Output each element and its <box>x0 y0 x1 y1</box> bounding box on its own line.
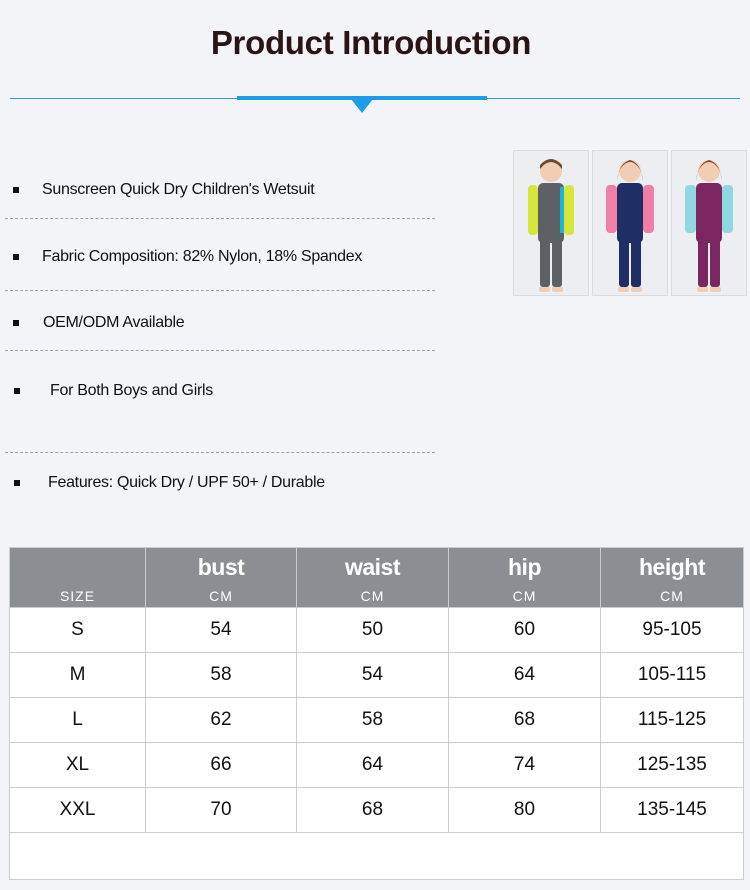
girl-wetsuit-illustration <box>672 151 746 295</box>
header-height <box>601 548 744 608</box>
down-arrow-icon <box>351 99 373 113</box>
column-name: waist <box>344 554 401 580</box>
size-cell: XL <box>10 743 146 788</box>
table-cell: 54 <box>146 608 297 653</box>
table-cell: 58 <box>146 653 297 698</box>
table-cell: 115-125 <box>601 698 744 743</box>
feature-text: Sunscreen Quick Dry Children's Wetsuit <box>42 181 315 198</box>
header-size-label: SIZE <box>59 588 96 604</box>
table-cell: 60 <box>449 608 601 653</box>
column-name: hip <box>508 554 541 580</box>
bullet-icon <box>13 320 19 326</box>
boy-wetsuit-illustration <box>514 151 588 295</box>
table-cell: 135-145 <box>601 788 744 833</box>
table-cell: 68 <box>297 788 449 833</box>
bullet-icon <box>13 254 19 260</box>
size-cell: M <box>10 653 146 698</box>
table-row <box>10 698 744 743</box>
bullet-icon <box>13 187 19 193</box>
divider <box>5 350 435 351</box>
product-photo <box>671 150 747 296</box>
table-row <box>10 788 744 833</box>
column-unit: CM <box>209 588 233 604</box>
table-cell: 58 <box>297 698 449 743</box>
header-size <box>10 548 146 608</box>
feature-text: Fabric Composition: 82% Nylon, 18% Spandex <box>42 248 363 265</box>
size-cell: S <box>10 608 146 653</box>
page-title: Product Introduction <box>210 24 532 61</box>
table-cell: 74 <box>449 743 601 788</box>
product-photos <box>513 150 747 296</box>
divider <box>5 290 435 291</box>
column-unit: CM <box>660 588 684 604</box>
table-cell: 62 <box>146 698 297 743</box>
column-name: height <box>639 554 705 580</box>
table-cell: 80 <box>449 788 601 833</box>
table-header-row <box>10 548 744 608</box>
table-row-empty <box>10 833 744 880</box>
table-cell: 54 <box>297 653 449 698</box>
table-row <box>10 653 744 698</box>
table-cell: 105-115 <box>601 653 744 698</box>
empty-cell <box>10 833 744 880</box>
size-cell: XXL <box>10 788 146 833</box>
table-cell: 70 <box>146 788 297 833</box>
table-cell: 66 <box>146 743 297 788</box>
table-cell: 50 <box>297 608 449 653</box>
divider <box>5 218 435 219</box>
table-cell: 95-105 <box>601 608 744 653</box>
product-photo <box>513 150 589 296</box>
table-row <box>10 608 744 653</box>
divider <box>5 452 435 453</box>
bullet-icon <box>14 480 20 486</box>
bullet-icon <box>14 388 20 394</box>
feature-text: For Both Boys and Girls <box>50 382 213 399</box>
size-chart-table <box>9 547 744 880</box>
table-cell: 125-135 <box>601 743 744 788</box>
column-unit: CM <box>512 588 537 604</box>
girl-wetsuit-illustration <box>593 151 667 295</box>
size-cell: L <box>10 698 146 743</box>
column-unit: CM <box>360 588 385 604</box>
header-bust <box>146 548 297 608</box>
column-name: bust <box>197 554 245 580</box>
table-cell: 64 <box>297 743 449 788</box>
feature-text: Features: Quick Dry / UPF 50+ / Durable <box>48 474 325 491</box>
table-cell: 64 <box>449 653 601 698</box>
table-row <box>10 743 744 788</box>
header-hip <box>449 548 601 608</box>
header-waist <box>297 548 449 608</box>
feature-text: OEM/ODM Available <box>43 314 185 331</box>
product-photo <box>592 150 668 296</box>
table-cell: 68 <box>449 698 601 743</box>
